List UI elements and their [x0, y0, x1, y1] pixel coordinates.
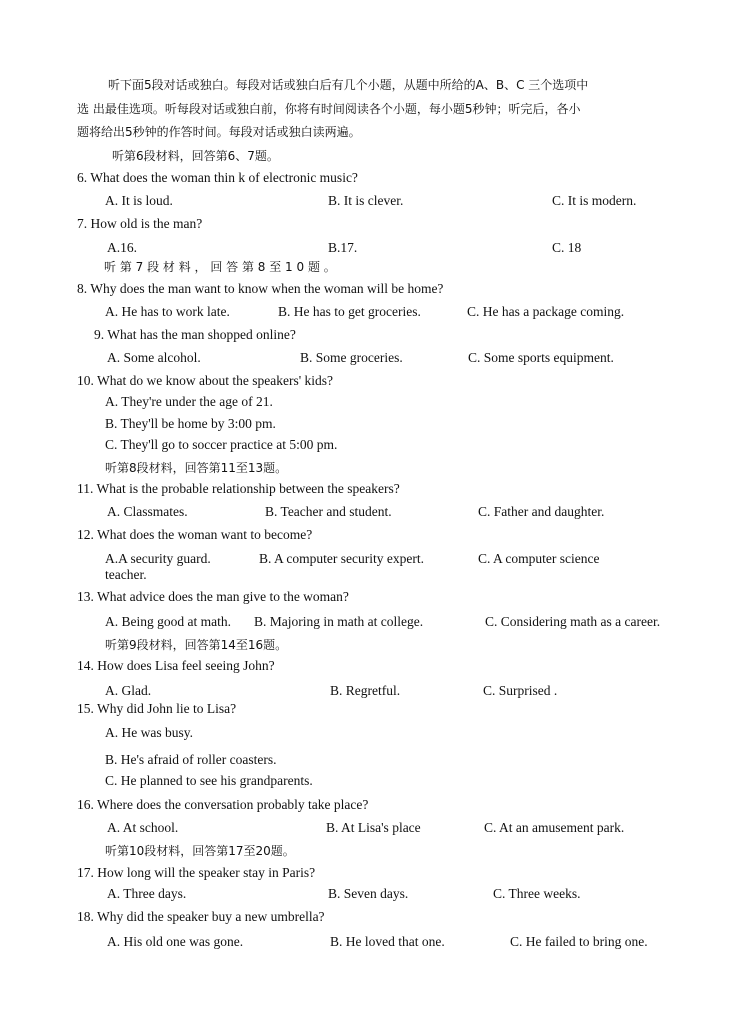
- q10-option-a: A. They're under the age of 21.: [105, 394, 273, 409]
- q6-option-b: B. It is clever.: [328, 193, 404, 208]
- q9-option-a: A. Some alcohol.: [107, 350, 201, 365]
- q17-option-b: B. Seven days.: [328, 886, 409, 901]
- question-7: 7. How old is the man?: [77, 216, 203, 231]
- q8-option-c: C. He has a package coming.: [467, 304, 625, 319]
- question-11: 11. What is the probable relationship between the speakers?: [77, 481, 400, 496]
- q18-option-c: C. He failed to bring one.: [510, 934, 648, 949]
- q15-option-c: C. He planned to see his grandparents.: [105, 773, 313, 788]
- q10-option-c: C. They'll go to soccer practice at 5:00 pm.: [105, 437, 338, 452]
- q9-option-b: B. Some groceries.: [300, 350, 403, 365]
- question-9: 9. What has the man shopped online?: [94, 327, 296, 342]
- section-8-heading: 听第8段材料，回答第11至13题。: [105, 461, 288, 475]
- instructions-line-3: 题将给出5秒钟的作答时间。每段对话或独白读两遍。: [77, 125, 361, 139]
- section-9-heading: 听第9段材料，回答第14至16题。: [105, 638, 288, 652]
- q17-option-c: C. Three weeks.: [493, 886, 581, 901]
- q9-option-c: C. Some sports equipment.: [468, 350, 614, 365]
- question-16: 16. Where does the conversation probably take place?: [77, 797, 369, 812]
- question-12: 12. What does the woman want to become?: [77, 527, 313, 542]
- section-7-heading: 听 第 7 段 材 料 ， 回 答 第 8 至 1 0 题 。: [104, 260, 336, 274]
- q13-option-b: B. Majoring in math at college.: [254, 614, 424, 629]
- q12-option-c: C. A computer science: [478, 551, 600, 566]
- question-13: 13. What advice does the man give to the woman?: [77, 589, 349, 604]
- section-6-heading: 听第6段材料，回答第6、7题。: [112, 149, 279, 163]
- q16-option-c: C. At an amusement park.: [484, 820, 625, 835]
- q18-option-a: A. His old one was gone.: [107, 934, 244, 949]
- q16-option-b: B. At Lisa's place: [326, 820, 421, 835]
- question-17: 17. How long will the speaker stay in Paris?: [77, 865, 316, 880]
- question-15: 15. Why did John lie to Lisa?: [77, 701, 237, 716]
- section-10-heading: 听第10段材料，回答第17至20题。: [105, 844, 295, 858]
- q6-option-a: A. It is loud.: [105, 193, 173, 208]
- q15-option-a: A. He was busy.: [105, 725, 193, 740]
- q14-option-b: B. Regretful.: [330, 683, 401, 698]
- q11-option-c: C. Father and daughter.: [478, 504, 605, 519]
- question-6: 6. What does the woman thin k of electronic music?: [77, 170, 358, 185]
- q13-option-c: C. Considering math as a career.: [485, 614, 661, 629]
- q12-option-b: B. A computer security expert.: [259, 551, 424, 566]
- q12-option-a: A.A security guard.: [105, 551, 211, 566]
- instructions-line-2: 选 出最佳选项。听每段对话或独白前，你将有时间阅读各个小题，每小题5秒钟；听完后，各小: [77, 102, 581, 116]
- question-10: 10. What do we know about the speakers' kids?: [77, 373, 333, 388]
- q18-option-b: B. He loved that one.: [330, 934, 445, 949]
- q16-option-a: A. At school.: [107, 820, 179, 835]
- q12-option-c-continued: teacher.: [105, 567, 147, 582]
- q13-option-a: A. Being good at math.: [105, 614, 231, 629]
- question-8: 8. Why does the man want to know when the woman will be home?: [77, 281, 444, 296]
- q10-option-b: B. They'll be home by 3:00 pm.: [105, 416, 276, 431]
- q11-option-a: A. Classmates.: [107, 504, 188, 519]
- q8-option-b: B. He has to get groceries.: [278, 304, 421, 319]
- q14-option-c: C. Surprised .: [483, 683, 558, 698]
- instructions-line-1: 听下面5段对话或独白。每段对话或独白后有几个小题，从题中所给的A、B、C 三个选项中: [108, 78, 589, 92]
- question-14: 14. How does Lisa feel seeing John?: [77, 658, 275, 673]
- q14-option-a: A. Glad.: [105, 683, 152, 698]
- q6-option-c: C. It is modern.: [552, 193, 637, 208]
- q17-option-a: A. Three days.: [107, 886, 187, 901]
- q15-option-b: B. He's afraid of roller coasters.: [105, 752, 277, 767]
- q11-option-b: B. Teacher and student.: [265, 504, 392, 519]
- q7-option-c: C. 18: [552, 240, 582, 255]
- q7-option-a: A.16.: [107, 240, 137, 255]
- q7-option-b: B.17.: [328, 240, 358, 255]
- question-18: 18. Why did the speaker buy a new umbrella?: [77, 909, 325, 924]
- q8-option-a: A. He has to work late.: [105, 304, 230, 319]
